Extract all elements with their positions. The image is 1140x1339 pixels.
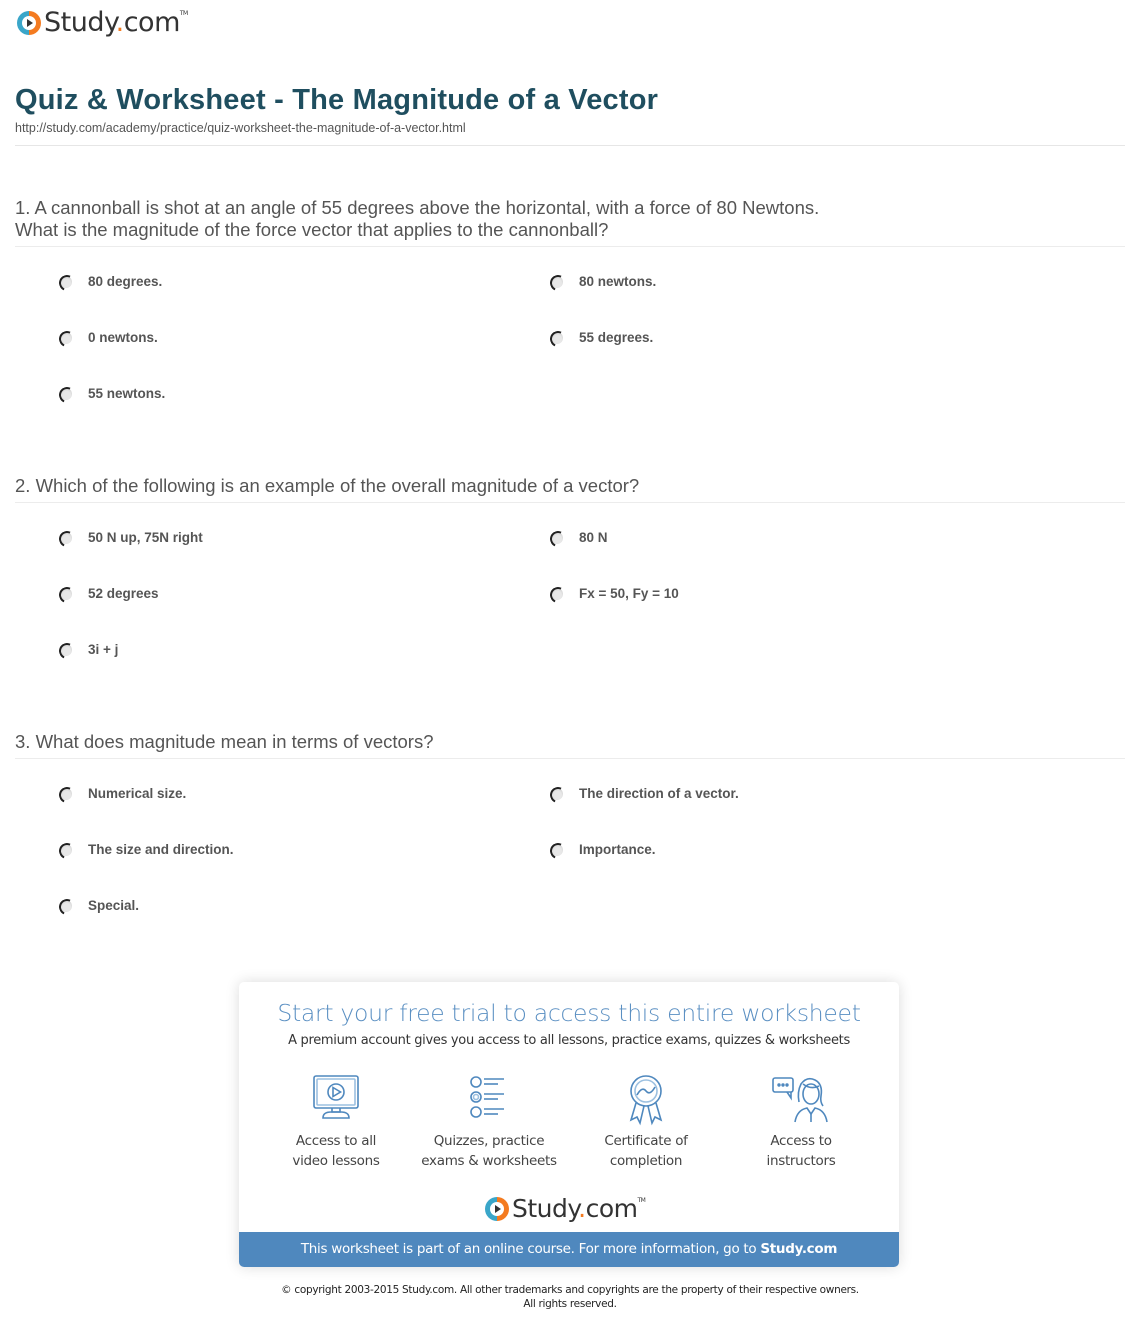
option-label: The size and direction. [88,842,234,857]
option-label: 52 degrees [88,586,159,601]
logo-wordmark: Study.com™ [44,7,188,38]
radio-button-icon[interactable] [551,532,563,544]
radio-button-icon[interactable] [60,788,72,800]
play-logo-icon [485,1197,509,1221]
radio-button-icon[interactable] [551,844,563,856]
question-3 [15,731,1125,759]
quiz-list-icon [464,1074,514,1122]
option-label: 0 newtons. [88,330,158,345]
study-link[interactable]: Study.com [760,1241,838,1257]
feature-video-lessons [261,1074,411,1171]
question-divider [15,758,1125,759]
radio-button-icon[interactable] [60,588,72,600]
question-text-line: 1. A cannonball is shot at an angle of 55 degrees above the horizontal, with a force of 80 Newtons. [15,197,820,218]
certificate-ribbon-icon [621,1074,671,1126]
radio-button-icon[interactable] [60,644,72,656]
answer-option[interactable] [60,330,158,345]
option-label: The direction of a vector. [579,786,739,801]
question-text-line: What is the magnitude of the force vector that applies to the cannonball? [15,219,609,240]
study-logo[interactable] [17,9,188,36]
option-label: Numerical size. [88,786,187,801]
answer-option[interactable] [551,530,608,545]
course-info-banner [239,1232,899,1267]
page-title: Quiz & Worksheet - The Magnitude of a Vector [15,84,659,116]
free-trial-card [239,982,899,1267]
question-text [15,197,1125,241]
answer-option[interactable] [60,842,234,857]
option-label: Fx = 50, Fy = 10 [579,586,679,601]
copyright-footer [0,1283,1140,1311]
option-label: 55 newtons. [88,386,166,401]
banner-text: This worksheet is part of an online course. For more information, go to [300,1241,761,1257]
question-divider [15,502,1125,503]
question-divider [15,246,1125,247]
answer-option[interactable] [551,586,679,601]
option-label: Importance. [579,842,656,857]
answer-option[interactable] [551,274,656,289]
copyright-text: © copyright 2003-2015 Study.com. All other trademarks and copyrights are the property of their respective owners. [281,1284,859,1296]
answer-option[interactable] [60,898,139,913]
answer-option[interactable] [551,842,656,857]
question-text: 3. What does magnitude mean in terms of vectors? [15,731,434,752]
feature-quizzes [414,1074,564,1171]
question-1 [15,197,1125,247]
feature-label: Certificate of completion [604,1133,688,1169]
radio-button-icon[interactable] [60,388,72,400]
radio-button-icon[interactable] [60,532,72,544]
radio-button-icon[interactable] [60,332,72,344]
option-label: 50 N up, 75N right [88,530,203,545]
feature-label: Access to instructors [766,1133,836,1169]
option-label: 3i + j [88,642,119,657]
feature-label: Access to all video lessons [292,1133,380,1169]
answer-option[interactable] [60,274,162,289]
answer-option[interactable] [60,642,118,657]
rights-text: All rights reserved. [523,1298,617,1310]
feature-certificate [571,1074,721,1171]
study-logo[interactable] [485,1196,645,1221]
radio-button-icon[interactable] [551,588,563,600]
answer-option[interactable] [551,330,653,345]
answer-option[interactable] [551,786,739,801]
free-trial-subtitle: A premium account gives you access to all lessons, practice exams, quizzes & worksheets [288,1033,850,1048]
answer-option[interactable] [60,530,203,545]
option-label: 80 degrees. [88,274,163,289]
logo-wordmark: Study.com™ [512,1194,646,1223]
option-label: 55 degrees. [579,330,654,345]
radio-button-icon[interactable] [551,276,563,288]
header-divider [15,145,1125,146]
radio-button-icon[interactable] [60,900,72,912]
question-2 [15,475,1125,503]
free-trial-heading[interactable]: Start your free trial to access this entire worksheet [277,999,861,1027]
monitor-play-icon [311,1074,361,1122]
feature-label: Quizzes, practice exams & worksheets [421,1133,557,1169]
play-logo-icon [17,11,41,35]
option-label: 80 newtons. [579,274,657,289]
answer-option[interactable] [60,586,159,601]
option-label: 80 N [579,530,608,545]
instructor-chat-icon [769,1074,833,1124]
answer-option[interactable] [60,786,186,801]
radio-button-icon[interactable] [60,844,72,856]
radio-button-icon[interactable] [551,788,563,800]
page-url: http://study.com/academy/practice/quiz-worksheet-the-magnitude-of-a-vector.html [15,121,466,135]
question-text: 2. Which of the following is an example of the overall magnitude of a vector? [15,475,640,496]
answer-option[interactable] [60,386,165,401]
radio-button-icon[interactable] [551,332,563,344]
feature-instructors [726,1074,876,1171]
radio-button-icon[interactable] [60,276,72,288]
option-label: Special. [88,898,140,913]
